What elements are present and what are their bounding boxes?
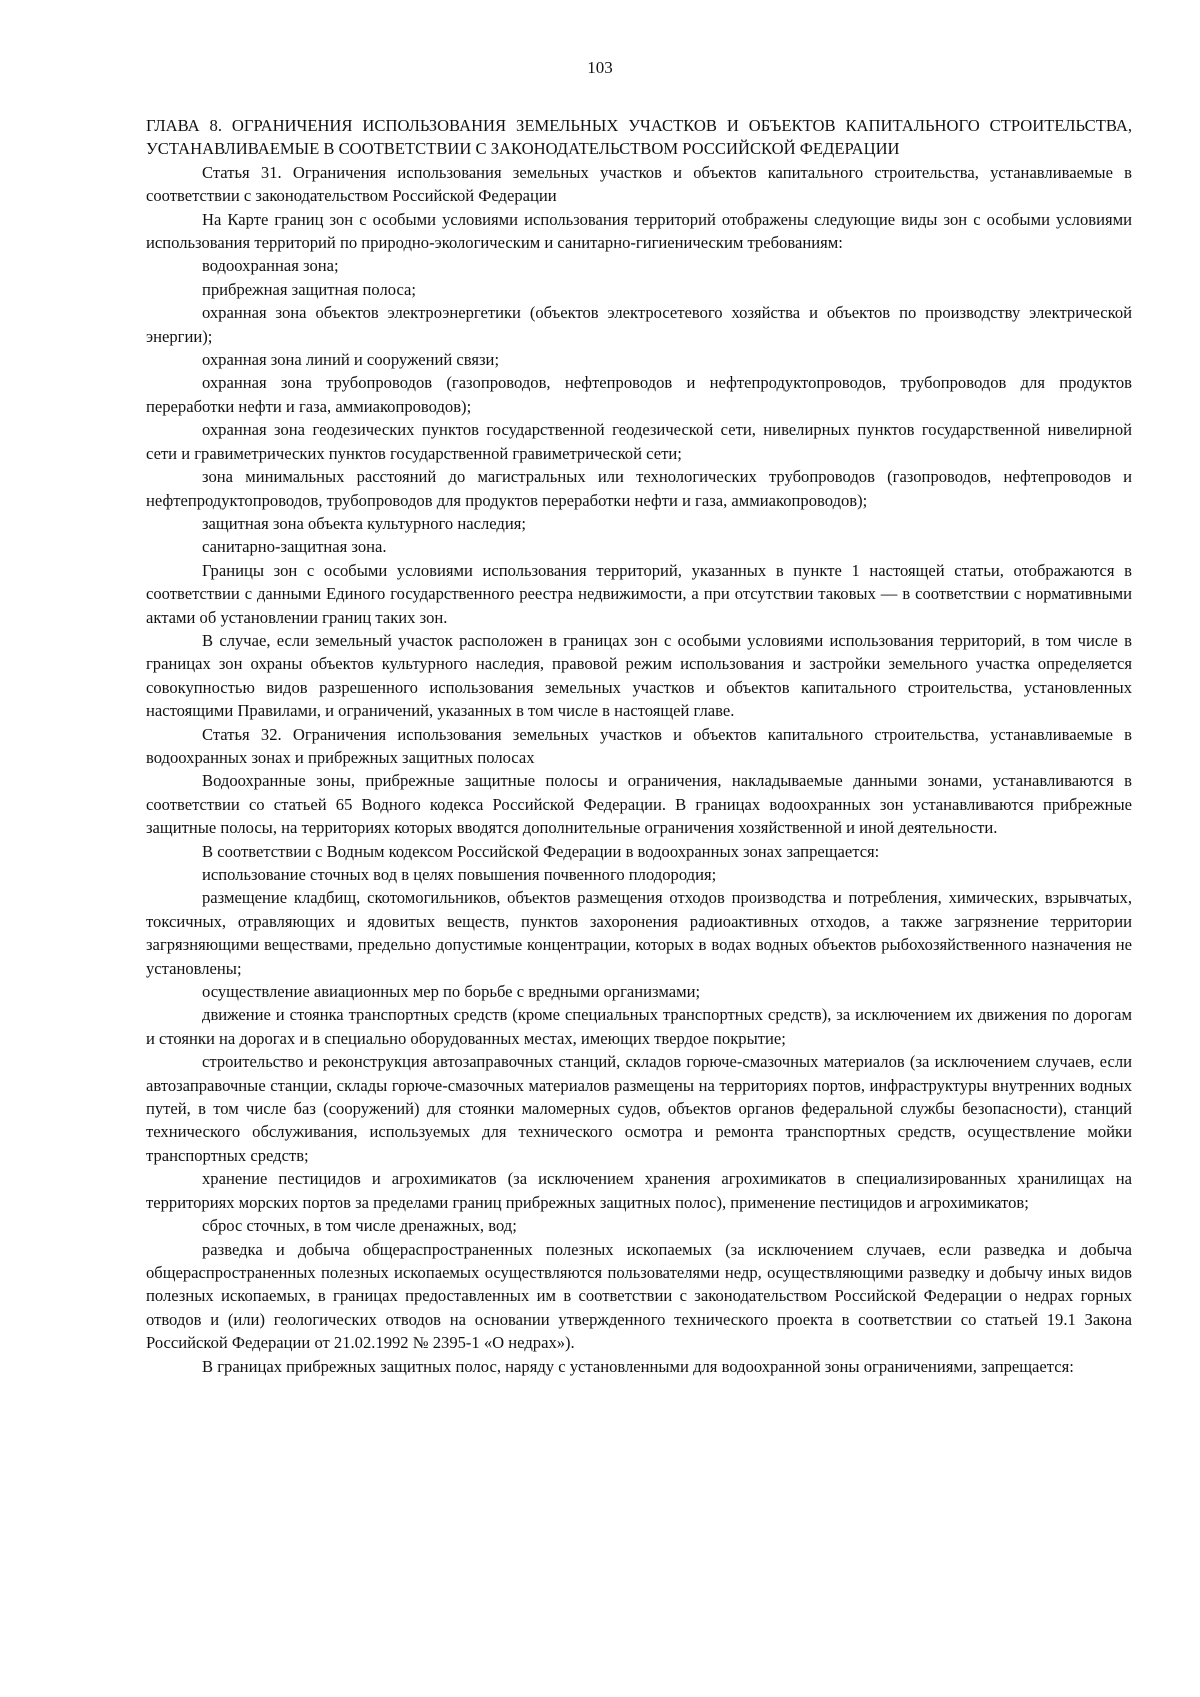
- list-item: зона минимальных расстояний до магистральных или технологических трубопроводов (газопроводов, нефтепроводов и нефтепродуктопроводов, трубопроводов для продуктов переработки нефти и газа, аммиакопроводов);: [146, 467, 1132, 510]
- chapter-heading: ГЛАВА 8. ОГРАНИЧЕНИЯ ИСПОЛЬЗОВАНИЯ ЗЕМЕЛЬНЫХ УЧАСТКОВ И ОБЪЕКТОВ КАПИТАЛЬНОГО СТРОИТЕЛЬСТВА, УСТАНАВЛИВАЕМЫЕ В СООТВЕТСТВИИ С ЗАКОНОДАТЕЛЬСТВОМ РОССИЙСКОЙ ФЕДЕРАЦИИ: [146, 116, 1132, 159]
- list-item: использование сточных вод в целях повышения почвенного плодородия;: [202, 865, 717, 884]
- list-item: размещение кладбищ, скотомогильников, объектов размещения отходов производства и потребления, химических, взрывчатых, токсичных, отравляющих и ядовитых веществ, пунктов захоронения радиоактивных отходов, а также загрязнение территории загрязняющими веществами, предельно допустимые концентрации, которых в водах водных объектов рыбохозяйственного назначения не установлены;: [146, 888, 1132, 978]
- list-item: охранная зона трубопроводов (газопроводов, нефтепроводов и нефтепродуктопроводов, трубопроводов для продуктов переработки нефти и газа, аммиакопроводов);: [146, 373, 1132, 416]
- paragraph: Границы зон с особыми условиями использования территорий, указанных в пункте 1 настоящей статьи, отображаются в соответствии с данными Единого государственного реестра недвижимости, а при отсутствии таковых — в соответствии с нормативными актами об установлении границ таких зон.: [146, 560, 1132, 627]
- list-item: движение и стоянка транспортных средств (кроме специальных транспортных средств), за исключением их движения по дорогам и стоянки на дорогах и в специально оборудованных местах, имеющих твердое покрытие;: [146, 1005, 1132, 1048]
- document-body: [146, 114, 1132, 1378]
- list-item: охранная зона геодезических пунктов государственной геодезической сети, нивелирных пунктов государственной нивелирной сети и гравиметрических пунктов государственной гравиметрической сети;: [146, 420, 1132, 463]
- list-item: прибрежная защитная полоса;: [202, 279, 417, 299]
- list-item: сброс сточных, в том числе дренажных, вод;: [202, 1216, 517, 1236]
- article-32-title: Статья 32. Ограничения использования земельных участков и объектов капитального строительства, устанавливаемые в водоохранных зонах и прибрежных защитных полосах: [146, 724, 1132, 767]
- list-item: охранная зона линий и сооружений связи;: [202, 350, 500, 370]
- paragraph: На Карте границ зон с особыми условиями использования территорий отображены следующие виды зон с особыми условиями использования территорий по природно-экологическим и санитарно-гигиеническим требованиям:: [146, 209, 1132, 253]
- list-item: осуществление авиационных мер по борьбе с вредными организмами;: [202, 982, 701, 1002]
- list-item: разведка и добыча общераспространенных полезных ископаемых (за исключением случаев, если разведка и добыча общераспространенных полезных ископаемых осуществляются пользователями недр, осуществляющими разведку и добычу иных видов полезных ископаемых, в границах предоставленных им в соответствии с законодательством Российской Федерации о недрах горных отводов и (или) геологических отводов на основании утвержденного технического проекта в соответствии со статьей 19.1 Закона Российской Федерации от 21.02.1992 № 2395-1 «О недрах»).: [146, 1239, 1132, 1353]
- paragraph: Водоохранные зоны, прибрежные защитные полосы и ограничения, накладываемые данными зонами, устанавливаются в соответствии со статьей 65 Водного кодекса Российской Федерации. В границах водоохранных зон устанавливаются прибрежные защитные полосы, на территориях которых вводятся дополнительные ограничения хозяйственной и иной деятельности.: [146, 771, 1132, 838]
- list-item: охранная зона объектов электроэнергетики (объектов электросетевого хозяйства и объектов по производству электрической энергии);: [146, 303, 1132, 346]
- paragraph: В случае, если земельный участок расположен в границах зон с особыми условиями использования территорий, в том числе в границах зон охраны объектов культурного наследия, правовой режим использования и застройки земельного участка определяется совокупностью видов разрешенного использования земельных участков и объектов капитального строительства, установленных настоящими Правилами, и ограничений, указанных в том числе в настоящей главе.: [146, 630, 1132, 721]
- paragraph: В границах прибрежных защитных полос, наряду с установленными для водоохранной зоны ограничениями, запрещается:: [202, 1356, 1074, 1376]
- list-item: водоохранная зона;: [202, 256, 339, 276]
- article-31-title: Статья 31. Ограничения использования земельных участков и объектов капитального строительства, устанавливаемые в соответствии с законодательством Российской Федерации: [146, 162, 1132, 206]
- list-item: санитарно-защитная зона.: [202, 537, 387, 557]
- list-item: хранение пестицидов и агрохимикатов (за исключением хранения агрохимикатов в специализированных хранилищах на территориях морских портов за пределами границ прибрежных защитных полос), применение пестицидов и агрохимикатов;: [146, 1169, 1132, 1212]
- page-number: 103: [587, 58, 613, 77]
- list-item: защитная зона объекта культурного наследия;: [202, 513, 526, 533]
- paragraph: В соответствии с Водным кодексом Российской Федерации в водоохранных зонах запрещается:: [202, 841, 880, 861]
- list-item: строительство и реконструкция автозаправочных станций, складов горюче-смазочных материалов (за исключением случаев, если автозаправочные станции, склады горюче-смазочных материалов размещены на территориях портов, инфраструктуры внутренних водных путей, в том числе баз (сооружений) для стоянки маломерных судов, объектов органов федеральной службы безопасности), станций технического обслуживания, используемых для технического осмотра и ремонта транспортных средств, осуществление мойки транспортных средств;: [146, 1052, 1132, 1165]
